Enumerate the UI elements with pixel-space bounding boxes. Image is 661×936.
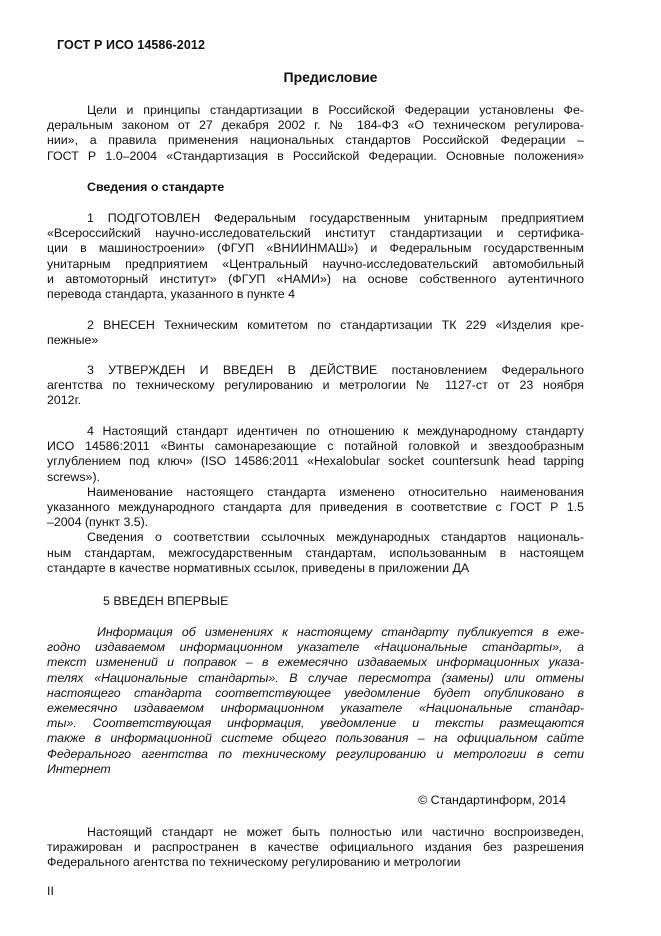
copyright-notice: © Стандартинформ, 2014 (418, 793, 566, 807)
text-line: ным стандартам, межгосударственным стандартам, использованным в настоящем (47, 545, 584, 560)
text-line: 2 ВНЕСЕН Техническим комитетом по стандартизации ТК 229 «Изделия кре- (87, 318, 584, 332)
text-line: Федерального агентства по техническому регулированию и метрологии (47, 855, 461, 870)
text-line: ИСО 14586:2011 «Винты самонарезающие с потайной головкой и звездообразным (47, 439, 584, 454)
text-line: указанного международного стандарта для приведения в соответствие с ГОСТ Р 1.5 (47, 500, 584, 515)
text-line: screws»). (47, 469, 101, 484)
text-line: «Всероссийский научно-исследовательский институт стандартизации и сертифика- (47, 226, 584, 241)
text-line: Настоящий стандарт не может быть полностью или частично воспроизведен, (87, 825, 584, 839)
notice-paragraph (47, 625, 584, 777)
text-line: тиражирован и распространен в качестве официального издания без разрешения (47, 840, 584, 855)
text-line: Сведения о соответствии ссылочных международных стандартов националь- (87, 530, 584, 545)
text-line: ГОСТ Р 1.0–2004 «Стандартизация в Российской Федерации. Основные положения» (47, 148, 584, 163)
text-line: годно издаваемом информационном указателе «Национальные стандарты», а (47, 640, 584, 655)
text-line: агентства по техническому регулированию и метрологии № 1127-ст от 23 ноября (47, 378, 584, 393)
text-line: Федерального агентства по техническому регулированию и метрологии в сети (47, 746, 584, 761)
item-1-paragraph (47, 211, 584, 302)
item-3-paragraph (47, 363, 584, 409)
page-number: II (47, 884, 54, 898)
text-line: Интернет (47, 761, 111, 776)
item-4-paragraph (47, 424, 584, 576)
text-line: ции в машиностроении» (ФГУП «ВНИИНМАШ») и Федеральным государственным (47, 241, 584, 256)
intro-paragraph (47, 103, 584, 164)
text-line: 2012г. (47, 393, 82, 408)
item-2-paragraph (47, 318, 584, 348)
text-line: деральным законом от 27 декабря 2002 г. № 184-ФЗ «О техническом регулирова- (47, 118, 584, 133)
text-line: Информация об изменениях к настоящему стандарту публикуется в еже- (97, 625, 584, 639)
section-subtitle: Сведения о стандарте (87, 180, 225, 194)
text-line: 5 ВВЕДЕН ВПЕРВЫЕ (103, 594, 229, 608)
text-line: 3 УТВЕРЖДЕН И ВВЕДЕН В ДЕЙСТВИЕ постановлением Федерального (87, 363, 584, 377)
item-5-paragraph (103, 594, 503, 609)
text-line: телях «Национальные стандарты». В случае пересмотра (замены) или отмены (47, 670, 584, 685)
text-line: стандарте в качестве нормативных ссылок, приведены в приложении ДА (47, 560, 470, 575)
document-header: ГОСТ Р ИСО 14586-2012 (57, 38, 206, 52)
text-line: настоящего стандарта соответствующее уведомление будет опубликовано в (47, 685, 584, 700)
subtitle-block (47, 180, 584, 195)
text-line: унитарным предприятием «Центральный научно-исследовательский автомобильный (47, 256, 584, 271)
text-line: 4 Настоящий стандарт идентичен по отношению к международному стандарту (87, 424, 584, 438)
text-line: перевода стандарта, указанного в пункте 4 (47, 287, 295, 302)
text-line: и автомоторный институт» (ФГУП «НАМИ») на основе собственного аутентичного (47, 271, 584, 286)
text-line: нии», а правила применения национальных стандартов Российской Федерации – (47, 133, 584, 148)
text-line: пежные» (47, 333, 99, 348)
text-line: Наименование настоящего стандарта изменено относительно наименования (87, 484, 584, 499)
text-line: также в информационной системе общего пользования – на официальном сайте (47, 731, 584, 746)
text-line: 1 ПОДГОТОВЛЕН Федеральным государственным унитарным предприятием (87, 211, 584, 225)
text-line: текст изменений и поправок – в ежемесячно издаваемых информационных указа- (47, 655, 584, 670)
text-line: ежемесячно издаваемом информационном указателе «Национальные стандар- (47, 701, 584, 716)
page-title: Предисловие (283, 69, 378, 85)
text-line: –2004 (пункт 3.5). (47, 515, 149, 530)
text-line: углублением под ключ» (ISO 14586:2011 «Hexalobular socket countersunk head tapping (47, 454, 584, 469)
text-line: ты». Соответствующая информация, уведомление и тексты размещаются (47, 716, 584, 731)
text-line: Цели и принципы стандартизации в Российской Федерации установлены Фе- (87, 103, 584, 117)
final-paragraph (47, 825, 584, 871)
